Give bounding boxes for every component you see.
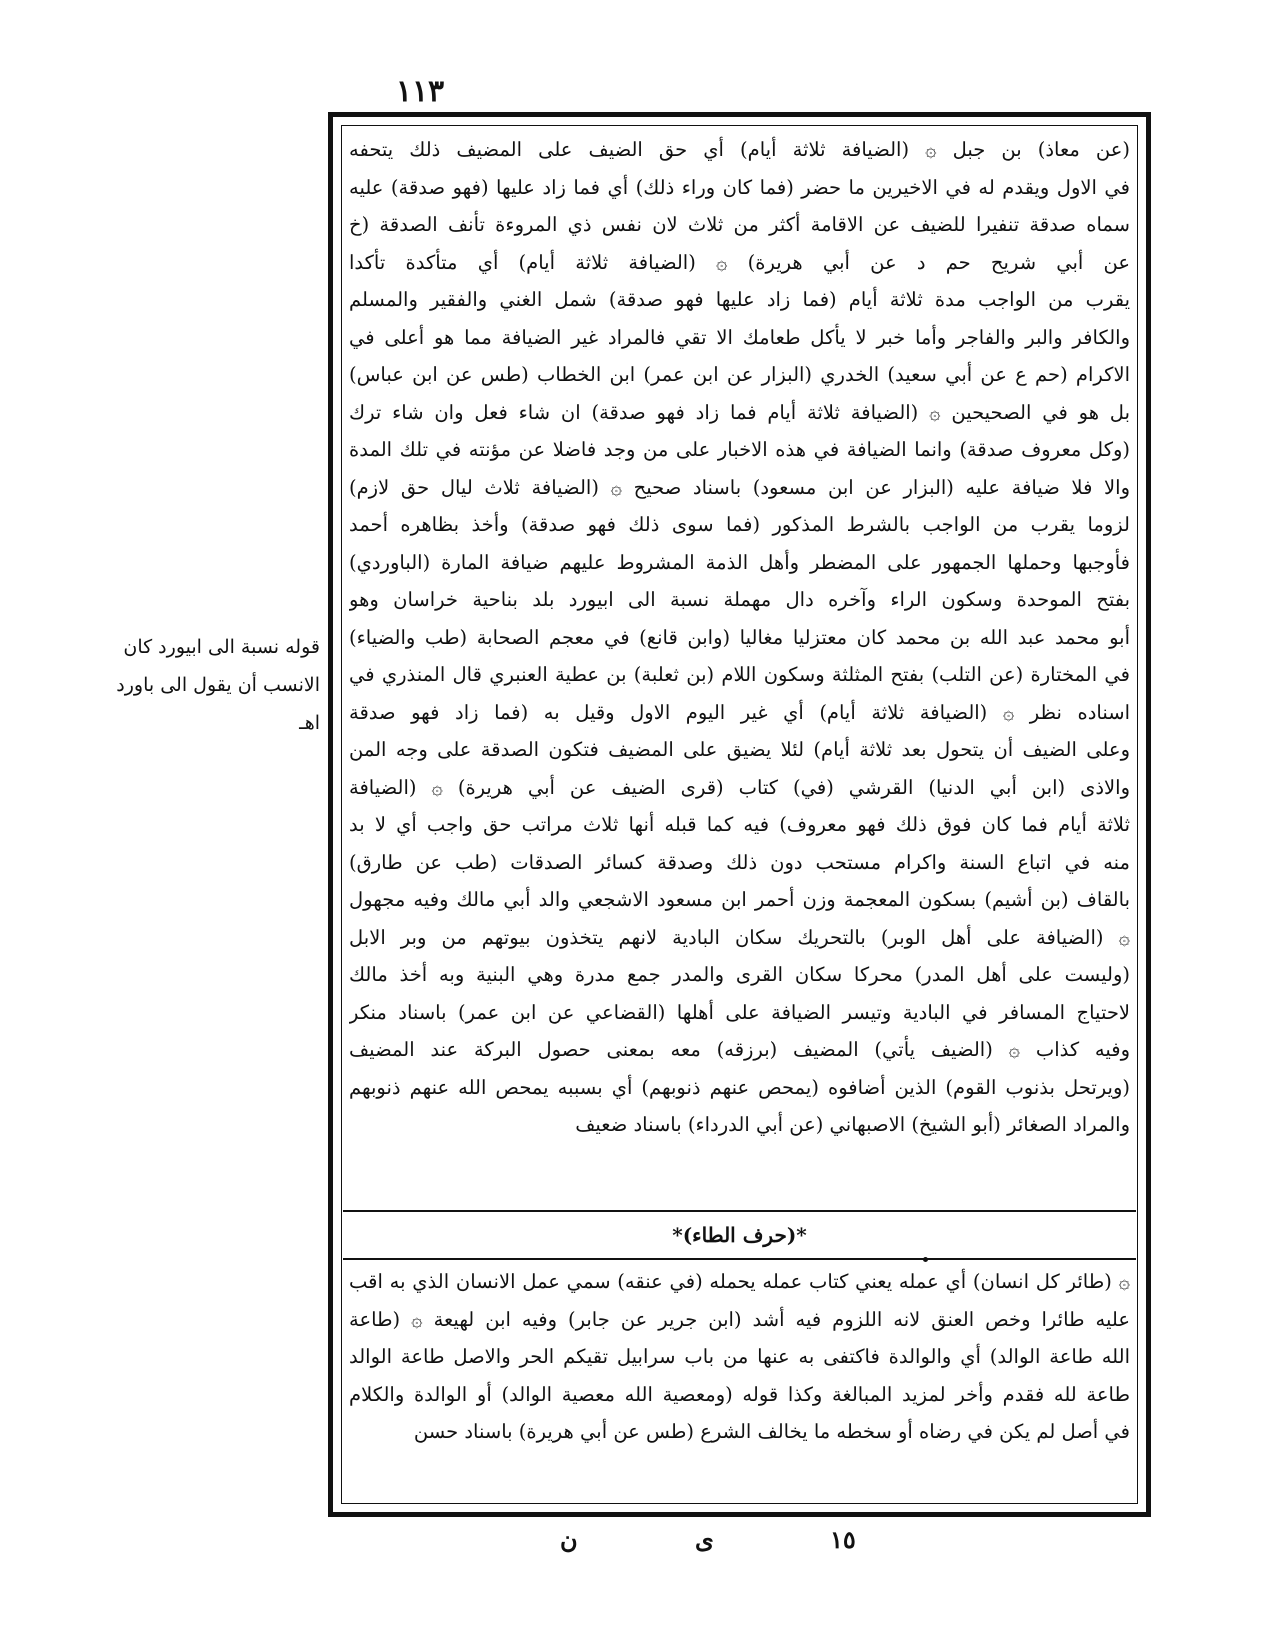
page-frame (328, 112, 1151, 1517)
footer-mark: ١٥ (830, 1525, 856, 1554)
text-line: والمراد الصغائر (أبو الشيخ) الاصبهاني (عن أبي الدرداء) باسناد ضعيف (575, 1113, 1130, 1136)
page-number: ١١٣ (395, 74, 445, 109)
text-line: والاذى (ابن أبي الدنيا) القرشي (في) كتاب (قرى الضيف عن أبي هريرة) ۞ (الضيافة (349, 775, 1130, 799)
text-line: والا فلا ضيافة عليه (البزار عن ابن مسعود) باسناد صحيح ۞ (الضيافة ثلاث ليال حق لازم) (349, 475, 1130, 499)
text-line: ۞ (الضيافة على أهل الوبر) بالتحريك سكان البادية لانهم يتخذون بيوتهم من وبر الابل (349, 925, 1130, 949)
section-text (349, 1263, 1130, 1451)
text-line: (وكل معروف صدقة) وانما الضيافة في هذه الاخبار على من وجد فاضلا عن مؤنته في تلك المدة (349, 438, 1130, 461)
text-line: (ويرتحل بذنوب القوم) الذين أضافوه (يمحص عنهم ذنوبهم) أي بسببه يمحص الله عنهم ذنوبهم (349, 1075, 1130, 1099)
text-line: بفتح الموحدة وسكون الراء وآخره دال مهملة نسبة الى ابيورد بلد بناحية خراسان وهو (349, 588, 1130, 611)
main-text (349, 131, 1130, 1144)
footer-mark: ى (695, 1525, 714, 1554)
text-line: (وليست على أهل المدر) محركا سكان القرى والمدر جمع مدرة وهي البنية وبه أخذ مالك (349, 963, 1130, 986)
text-line: وفيه كذاب ۞ (الضيف يأتي) المضيف (برزقه) معه بمعنى حصول البركة عند المضيف (349, 1038, 1130, 1061)
text-line: عن أبي شريح حم د عن أبي هريرة) ۞ (الضيافة ثلاثة أيام) أي متأكدة تأكدا (349, 250, 1130, 274)
margin-note-line: اهـ (299, 712, 320, 734)
text-line: منه في اتباع السنة واكرام مستحب دون ذلك وصدقة كسائر الصدقات (طب عن طارق) (349, 850, 1130, 874)
text-line: طاعة لله فقدم وأخر لمزيد المبالغة وكذا قوله (ومعصية الله معصية الوالد) أو الوالدة والكلام (349, 1382, 1130, 1406)
text-line: لزوما يقرب من الواجب بالشرط المذكور (فما سوى ذلك فهو صدقة) وأخذ بظاهره أحمد (349, 513, 1130, 536)
text-line: والكافر والبر والفاجر وأما خبر لا يأكل طعامك الا تقي فالمراد غير الضيافة مما هو أعلى في (349, 325, 1130, 349)
text-line: ثلاثة أيام فما كان فوق ذلك فهو معروف) فيه كما قبله أنها ثلاث مراتب حق واجب أي لا بد (349, 813, 1130, 836)
text-line: أبو محمد عبد الله بن محمد كان معتزليا مغاليا (وابن قانع) في معجم الصحابة (طب والضياء) (349, 625, 1130, 649)
text-line: (عن معاذ) بن جبل ۞ (الضيافة ثلاثة أيام) أي حق الضيف على المضيف ذلك يتحفه (349, 138, 1130, 161)
text-line: يقرب من الواجب مدة ثلاثة أيام (فما زاد عليها فهو صدقة) شمل الغني والفقير والمسلم (349, 288, 1130, 311)
text-line: في الاول ويقدم له في الاخيرين ما حضر (فما كان وراء ذلك) أي فما زاد عليها (فهو صدقة) عليه (349, 175, 1130, 199)
text-line: اسناده نظر ۞ (الضيافة ثلاثة أيام) أي غير اليوم الاول وقيل به (فما زاد فهو صدقة (349, 700, 1130, 724)
margin-note-line: الانسب أن يقول الى باورد (116, 674, 320, 696)
margin-note (88, 628, 320, 742)
divider-dot (923, 1257, 928, 1262)
text-line: سماه صدقة تنفيرا للضيف عن الاقامة أكثر من ثلاث لان نفس ذي المروءة تأنف الصدقة (خ (349, 213, 1130, 236)
section-heading-text: *(حرف الطاء)* (672, 1223, 807, 1247)
margin-note-line: قوله نسبة الى ابيورد كان (123, 636, 320, 658)
text-line: في أصل لم يكن في رضاه أو سخطه ما يخالف الشرع (طس عن أبي هريرة) باسناد حسن (413, 1420, 1130, 1443)
text-line: عليه طائرا وخص العنق لانه اللزوم فيه أشد (ابن جرير عن جابر) وفيه ابن لهيعة ۞ (طاعة (349, 1307, 1130, 1331)
signature-marks (560, 1525, 900, 1565)
text-line: فأوجبها وحملها الجمهور على المضطر وأهل الذمة المشروط عليهم ضيافة المارة (الباوردي) (349, 550, 1130, 574)
text-line: بالقاف (بن أشيم) بسكون المعجمة وزن أحمر ابن مسعود الاشجعي والد أبي مالك وفيه مجهول (349, 888, 1130, 911)
text-line: الاكرام (حم ع عن أبي سعيد) الخدري (البزار عن ابن عمر) ابن الخطاب (طس عن ابن عباس) (349, 363, 1130, 386)
text-line: لاحتياج المسافر في البادية وتيسر الضيافة على أهلها (القضاعي عن ابن عمر) باسناد منكر (349, 1000, 1130, 1024)
text-line: ۞ (طائر كل انسان) أي عمله يعني كتاب عمله يحمله (في عنقه) سمي عمل الانسان الذي به اقب (349, 1270, 1130, 1293)
text-line: في المختارة (عن التلب) بفتح المثلثة وسكون اللام (بن ثعلبة) بن عطية العنبري قال المنذري في (349, 663, 1130, 686)
text-line: الله طاعة الوالد) أي والوالدة فاكتفى به عنها من باب سرابيل تقيكم الحر والاصل طاعة الوالد (349, 1345, 1130, 1368)
text-line: وعلى الضيف أن يتحول بعد ثلاثة أيام) لئلا يضيق على المضيف فتكون الصدقة على وجه المن (349, 738, 1130, 761)
section-heading (343, 1210, 1136, 1260)
text-line: بل هو في الصحيحين ۞ (الضيافة ثلاثة أيام فما زاد فهو صدقة) ان شاء فعل وان شاء ترك (349, 400, 1130, 424)
footer-mark: ن (560, 1525, 578, 1554)
